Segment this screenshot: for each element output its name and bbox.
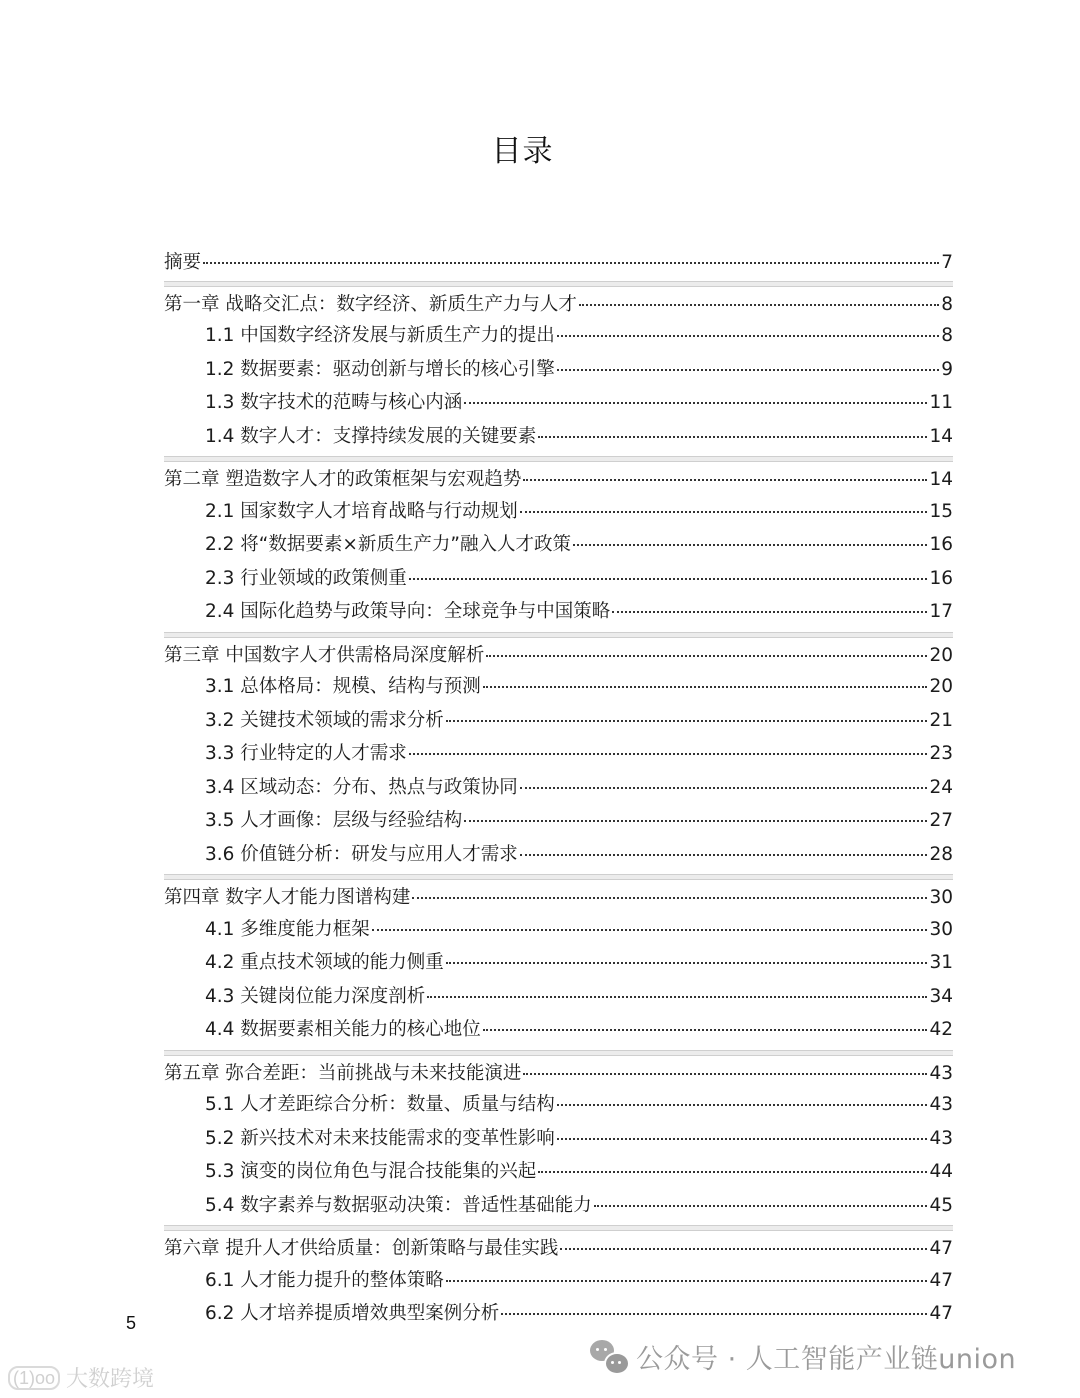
toc-entry-page: 47 (929, 1269, 953, 1291)
toc-entry-label: 2.1 国家数字人才培育战略与行动规划 (205, 500, 518, 522)
chapter-divider (164, 281, 953, 287)
toc-section-1-1[interactable] (164, 319, 953, 353)
toc-entry-page: 47 (929, 1303, 953, 1324)
toc-entry-page: 17 (929, 601, 953, 622)
dot-leader (560, 1247, 927, 1250)
toc-chapter-1[interactable] (164, 290, 953, 320)
toc-entry-page: 42 (929, 1019, 953, 1040)
toc-entry-page: 30 (929, 887, 953, 908)
toc-entry-label: 6.1 人才能力提升的整体策略 (205, 1269, 444, 1291)
toc-entry-page: 47 (929, 1238, 953, 1259)
toc-entry-page: 44 (929, 1161, 953, 1182)
toc-section-5-3[interactable] (164, 1155, 953, 1189)
toc-section-1-3[interactable] (164, 386, 953, 420)
wechat-icon (590, 1340, 630, 1374)
dot-leader (523, 478, 927, 481)
dot-leader (520, 510, 928, 513)
toc-section-4-1[interactable] (164, 913, 953, 947)
dot-leader (464, 401, 927, 404)
toc-section-4-4[interactable] (164, 1013, 953, 1047)
toc-entry-page: 23 (929, 743, 953, 764)
toc-entry-label: 3.2 关键技术领域的需求分析 (205, 709, 444, 731)
toc-entry-label: 第四章 数字人才能力图谱构建 (164, 887, 411, 908)
toc-entry-page: 43 (929, 1127, 953, 1149)
toc-entry-label: 1.3 数字技术的范畴与核心内涵 (205, 392, 463, 413)
toc-entry-page: 7 (941, 252, 953, 273)
toc-entry-label: 6.2 人才培养提质增效典型案例分析 (205, 1303, 500, 1324)
toc-section-6-2[interactable] (164, 1297, 953, 1331)
dot-leader (372, 928, 928, 931)
toc-entry-page: 11 (929, 392, 953, 413)
toc-section-2-4[interactable] (164, 595, 953, 629)
dot-leader (412, 896, 927, 899)
dot-leader (557, 368, 939, 371)
toc-section-4-2[interactable] (164, 946, 953, 980)
page-number: 5 (126, 1313, 137, 1333)
toc-section-3-2[interactable] (164, 704, 953, 738)
toc-entry-page: 43 (929, 1062, 953, 1084)
dot-leader (594, 1204, 928, 1207)
dot-leader (446, 961, 928, 964)
watermark-text: 公众号 · 人工智能产业链union (636, 1344, 1017, 1375)
toc-entry-page: 34 (929, 985, 953, 1007)
toc-section-3-1[interactable] (164, 670, 953, 704)
dot-leader (523, 1072, 927, 1075)
chapter-divider (164, 1225, 953, 1231)
toc-entry-label: 5.4 数字素养与数据驱动决策：普适性基础能力 (205, 1194, 592, 1216)
toc-entry-label: 第三章 中国数字人才供需格局深度解析 (164, 644, 485, 666)
toc-entry-page: 21 (929, 709, 953, 731)
toc-entry-page: 45 (929, 1194, 953, 1216)
toc-entry-page: 20 (929, 676, 953, 697)
toc-entry-page: 43 (929, 1094, 953, 1115)
toc-section-5-2[interactable] (164, 1122, 953, 1156)
toc-entry-label: 4.3 关键岗位能力深度剖析 (205, 985, 426, 1007)
toc-entry-page: 8 (941, 293, 953, 315)
toc-entry-label: 3.1 总体格局：规模、结构与预测 (205, 676, 481, 697)
toc-section-2-3[interactable] (164, 562, 953, 596)
dot-leader (446, 719, 928, 722)
toc-entry-label: 5.3 演变的岗位角色与混合技能集的兴起 (205, 1161, 537, 1182)
toc-entry-page: 28 (929, 843, 953, 865)
chapter-divider (164, 632, 953, 638)
chapter-divider (164, 874, 953, 880)
toc-entry-page: 16 (929, 567, 953, 589)
brand-watermark (8, 1362, 154, 1393)
toc-section-3-4[interactable] (164, 771, 953, 805)
toc-entry-page: 30 (929, 918, 953, 940)
toc-entry-label: 2.2 将“数据要素×新质生产力”融入人才政策 (205, 534, 571, 555)
brand-logo-icon: (1)oo (8, 1366, 60, 1390)
dot-leader (520, 853, 928, 856)
toc-section-3-5[interactable] (164, 804, 953, 838)
wechat-watermark (590, 1337, 1016, 1376)
toc-entry-label: 第六章 提升人才供给质量：创新策略与最佳实践 (164, 1238, 559, 1259)
toc-entry-page: 9 (941, 358, 953, 380)
toc-entry-label: 5.1 人才差距综合分析：数量、质量与结构 (205, 1094, 555, 1115)
dot-leader (579, 303, 939, 306)
toc-entry-label: 第二章 塑造数字人才的政策框架与宏观趋势 (164, 469, 522, 490)
chapter-divider (164, 1050, 953, 1056)
toc-entry-page: 8 (941, 325, 953, 346)
table-of-contents (164, 248, 953, 1331)
toc-entry-page: 31 (929, 952, 953, 973)
dot-leader (520, 786, 928, 789)
chapter-divider (164, 456, 953, 462)
toc-entry-label: 1.1 中国数字经济发展与新质生产力的提出 (205, 325, 555, 346)
brand-text: 大数跨境 (66, 1367, 155, 1392)
toc-entry-label: 摘要 (164, 252, 202, 273)
toc-entry-label: 3.4 区域动态：分布、热点与政策协同 (205, 776, 518, 798)
dot-leader (557, 1103, 928, 1106)
toc-section-1-2[interactable] (164, 353, 953, 387)
page-title: 目录 (491, 134, 554, 169)
dot-leader (538, 435, 927, 438)
dot-leader (203, 261, 939, 264)
toc-entry-label: 3.6 价值链分析：研发与应用人才需求 (205, 843, 518, 865)
dot-leader (446, 1279, 928, 1282)
dot-leader (557, 1137, 928, 1140)
toc-entry-summary[interactable] (164, 248, 953, 278)
toc-section-3-3[interactable] (164, 737, 953, 771)
dot-leader (538, 1170, 927, 1173)
dot-leader (427, 995, 927, 998)
toc-entry-label: 第五章 弥合差距：当前挑战与未来技能演进 (164, 1062, 522, 1084)
dot-leader (464, 819, 927, 822)
toc-entry-page: 24 (929, 776, 953, 798)
toc-chapter-6[interactable] (164, 1234, 953, 1264)
toc-entry-label: 3.5 人才画像：层级与经验结构 (205, 810, 463, 831)
dot-leader (409, 752, 928, 755)
toc-entry-page: 16 (929, 534, 953, 555)
toc-entry-label: 2.4 国际化趋势与政策导向：全球竞争与中国策略 (205, 601, 611, 622)
toc-chapter-3[interactable] (164, 641, 953, 671)
toc-section-2-1[interactable] (164, 495, 953, 529)
toc-section-2-2[interactable] (164, 528, 953, 562)
dot-leader (409, 577, 928, 580)
toc-entry-page: 14 (929, 425, 953, 447)
toc-entry-page: 20 (929, 644, 953, 666)
toc-section-1-4[interactable] (164, 420, 953, 454)
toc-section-5-1[interactable] (164, 1088, 953, 1122)
dot-leader (573, 543, 927, 546)
toc-chapter-2[interactable] (164, 465, 953, 495)
toc-section-5-4[interactable] (164, 1189, 953, 1223)
toc-entry-page: 27 (929, 810, 953, 831)
dot-leader (557, 334, 939, 337)
toc-section-4-3[interactable] (164, 980, 953, 1014)
toc-entry-label: 5.2 新兴技术对未来技能需求的变革性影响 (205, 1127, 555, 1149)
toc-chapter-5[interactable] (164, 1059, 953, 1089)
toc-chapter-4[interactable] (164, 883, 953, 913)
toc-entry-label: 4.4 数据要素相关能力的核心地位 (205, 1019, 481, 1040)
dot-leader (483, 685, 928, 688)
toc-entry-label: 1.2 数据要素：驱动创新与增长的核心引擎 (205, 358, 555, 380)
toc-entry-label: 2.3 行业领域的政策侧重 (205, 567, 407, 589)
toc-entry-label: 4.1 多维度能力框架 (205, 918, 370, 940)
toc-entry-page: 15 (929, 500, 953, 522)
toc-entry-page: 14 (929, 469, 953, 490)
dot-leader (612, 610, 927, 613)
toc-entry-label: 1.4 数字人才：支撑持续发展的关键要素 (205, 425, 537, 447)
toc-entry-label: 3.3 行业特定的人才需求 (205, 743, 407, 764)
dot-leader (483, 1028, 928, 1031)
toc-section-3-6[interactable] (164, 838, 953, 872)
toc-entry-label: 第一章 战略交汇点：数字经济、新质生产力与人才 (164, 293, 577, 315)
toc-section-6-1[interactable] (164, 1264, 953, 1298)
toc-entry-label: 4.2 重点技术领域的能力侧重 (205, 952, 444, 973)
dot-leader (486, 654, 927, 657)
dot-leader (501, 1312, 927, 1315)
